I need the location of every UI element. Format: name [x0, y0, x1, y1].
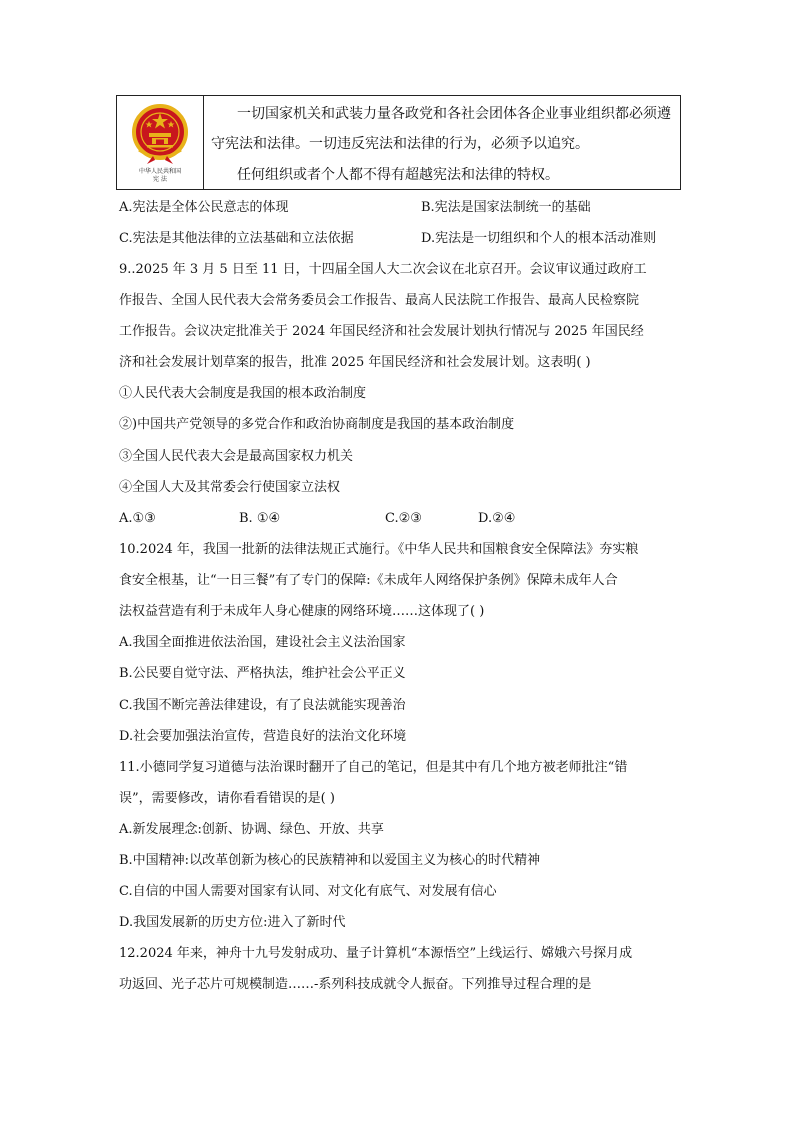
emblem-caption-constitution: 宪 法	[153, 176, 167, 183]
q11-stem-line-1: 11.小德同学复习道德与法治课时翻开了自己的笔记，但是其中有几个地方被老师批注“错	[119, 760, 628, 775]
q9-option-a: A.①③	[119, 511, 156, 526]
emblem-cell	[117, 96, 204, 189]
q8-option-c: C.宪法是其他法律的立法基础和立法依据	[119, 231, 354, 246]
q9-option-d: D.②④	[478, 511, 516, 526]
quote-line-1: 一切国家机关和武装力量各政党和各社会团体各企业事业组织都必须遵	[237, 106, 671, 122]
quote-line-2: 守宪法和法律。一切违反宪法和法律的行为，必须予以追究。	[211, 136, 589, 152]
q10-option-d: D.社会要加强法治宣传，营造良好的法治文化环境	[119, 729, 407, 744]
q9-statement-2: ②)中国共产党领导的多党合作和政治协商制度是我国的基本政治制度	[119, 417, 515, 432]
national-emblem-icon	[125, 100, 195, 168]
q10-stem-line-2: 食安全根基，让“一日三餐”有了专门的保障:《未成年人网络保护条例》保障未成年人合	[119, 573, 618, 588]
q9-stem-line-3: 工作报告。会议决定批准关于 2024 年国民经济和社会发展计划执行情况与 2025 年国民经	[119, 324, 644, 339]
q9-stem-line-1: 9..2025 年 3 月 5 日至 11 日，十四届全国人大二次会议在北京召开。会议审议通过政府工	[119, 262, 647, 277]
q8-option-a: A.宪法是全体公民意志的体现	[119, 200, 289, 215]
q9-stem-line-4: 济和社会发展计划草案的报告，批准 2025 年国民经济和社会发展计划。这表明( )	[119, 355, 591, 370]
q9-statement-4: ④全国人大及其常委会行使国家立法权	[119, 480, 341, 495]
q8-option-d: D.宪法是一切组织和个人的根本活动准则	[421, 231, 657, 246]
q12-stem-line-1: 12.2024 年来，神舟十九号发射成功、量子计算机“本源悟空”上线运行、嫦娥六号探月成	[119, 946, 633, 961]
q10-option-b: B.公民要自觉守法、严格执法，维护社会公平正义	[119, 666, 406, 681]
quote-line-3: 任何组织或者个人都不得有超越宪法和法律的特权。	[237, 167, 559, 183]
q10-option-c: C.我国不断完善法律建设，有了良法就能实现善治	[119, 698, 406, 713]
q10-stem-line-3: 法权益营造有利于未成年人身心健康的网络环境……这体现了( )	[119, 604, 485, 619]
q11-option-d: D.我国发展新的历史方位:进入了新时代	[119, 915, 346, 930]
constitution-quote-box	[116, 95, 681, 190]
q11-option-c: C.自信的中国人需要对国家有认同、对文化有底气、对发展有信心	[119, 884, 497, 899]
q9-statement-1: ①人民代表大会制度是我国的根本政治制度	[119, 386, 367, 401]
q8-option-b: B.宪法是国家法制统一的基础	[421, 200, 591, 215]
q10-option-a: A.我国全面推进依法治国，建设社会主义法治国家	[119, 635, 406, 650]
q9-option-c: C.②③	[385, 511, 422, 526]
q11-option-a: A.新发展理念:创新、协调、绿色、开放、共享	[119, 822, 384, 837]
q11-stem-line-2: 误”，需要修改，请你看看错误的是( )	[119, 791, 335, 806]
q9-statement-3: ③全国人民代表大会是最高国家权力机关	[119, 449, 354, 464]
emblem-caption-country: 中华人民共和国	[138, 168, 181, 175]
q9-option-b: B. ①④	[239, 511, 281, 526]
q10-stem-line-1: 10.2024 年，我国一批新的法律法规正式施行。《中华人民共和国粮食安全保障法》夯实粮	[119, 542, 639, 557]
q9-stem-line-2: 作报告、全国人民代表大会常务委员会工作报告、最高人民法院工作报告、最高人民检察院	[119, 293, 640, 308]
q11-option-b: B.中国精神:以改革创新为核心的民族精神和以爱国主义为核心的时代精神	[119, 853, 541, 868]
q12-stem-line-2: 功返回、光子芯片可规模制造……-系列科技成就令人振奋。下列推导过程合理的是	[119, 977, 592, 992]
